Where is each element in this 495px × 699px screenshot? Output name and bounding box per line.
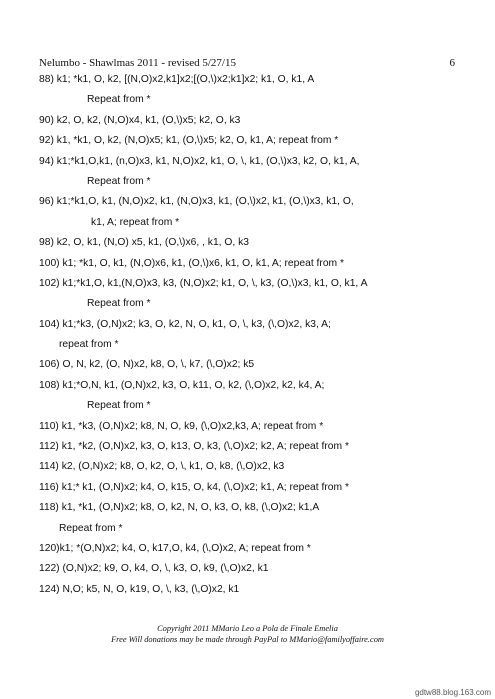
row-116: 116) k1;* k1, (O,N)x2; k4, O, k15, O, k4, (\,O)x2; k1, A; repeat from * [39, 481, 349, 493]
row-90: 90) k2, O, k2, (N,O)x4, k1, (O,\)x5; k2, O, k3 [39, 114, 241, 126]
row-114: 114) k2, (O,N)x2; k8, O, k2, O, \, k1, O, k8, (\,O)x2, k3 [39, 461, 285, 473]
row-108: 108) k1;*O,N, k1, (O,N)x2, k3, O, k11, O, k2, (\,O)x2, k2, k4, A; [39, 379, 325, 391]
row-124: 124) N,O; k5, N, O, k19, O, \, k3, (\,O)x2, k1 [39, 583, 240, 595]
blog-watermark: gdtw88.blog.163.com [414, 688, 491, 697]
page-number: 6 [449, 57, 455, 69]
row-100: 100) k1; *k1, O, k1, (N,O)x6, k1, (O,\)x6, k1, O, k1, A; repeat from * [39, 257, 345, 269]
row-122: 122) (O,N)x2; k9, O, k4, O, \, k3, O, k9, (\,O)x2, k1 [39, 563, 269, 575]
row-88: 88) k1; *k1, O, k2, [(N,O)x2,k1]x2;[(O,\)x2;k1]x2; k1, O, k1, A [39, 74, 315, 85]
document-title: Nelumbo - Shawlmas 2011 - revised 5/27/15 [39, 57, 236, 69]
row-88-repeat: Repeat from * [87, 94, 151, 106]
pattern-instructions [39, 70, 475, 600]
row-120: 120)k1; *(O,N)x2; k4, O, k17,O, k4, (\,O)x2, A; repeat from * [39, 542, 311, 554]
row-112: 112) k1, *k2, (O,N)x2, k3, O, k13, O, k3, (\,O)x2; k2, A; repeat from * [39, 441, 349, 453]
row-104: 104) k1;*k3, (O,N)x2; k3, O, k2, N, O, k1, O, \, k3, (\,O)x2, k3, A; [39, 318, 331, 330]
row-98: 98) k2, O, k1, (N,O) x5, k1, (O,\)x6, , k1, O, k3 [39, 237, 249, 249]
row-108-repeat: Repeat from * [87, 400, 151, 412]
row-104-repeat: repeat from * [59, 339, 119, 351]
page-header [39, 57, 455, 69]
row-96: 96) k1;*k1,O, k1, (N,O)x2, k1, (N,O)x3, k1, (O,\)x2, k1, (O,\)x3, k1, O, [39, 196, 354, 208]
row-92: 92) k1, *k1, O, k2, (N,O)x5; k1, (O,\)x5; k2, O, k1, A; repeat from * [39, 135, 339, 147]
row-96-continued: k1, A; repeat from * [91, 216, 180, 228]
row-94: 94) k1;*k1,O,k1, (n,O)x3, k1, N,O)x2, k1, O, \, k1, (O,\)x3, k2, O, k1, A, [39, 155, 360, 167]
row-94-repeat: Repeat from * [87, 175, 151, 187]
row-110: 110) k1, *k3, (O,N)x2; k8, N, O, k9, (\,O)x2,k3, A; repeat from * [39, 420, 324, 432]
page-footer [0, 623, 495, 645]
copyright-notice: Copyright 2011 MMario Leo a Pola de Finale Emelia [157, 624, 338, 633]
row-102-repeat: Repeat from * [87, 298, 151, 310]
row-118: 118) k1, *k1, (O,N)x2; k8, O, k2, N, O, k3, O, k8, (\,O)x2; k1,A [39, 502, 320, 514]
row-102: 102) k1;*k1,O, k1,(N,O)x3, k3, (N,O)x2; k1, O, \, k3, (O,\)x3, k1, O, k1, A [39, 277, 368, 289]
row-106: 106) O, N, k2, (O, N)x2, k8, O, \, k7, (\,O)x2; k5 [39, 359, 255, 371]
donation-notice: Free Will donations may be made through PayPal to MMario@familyoffaire.com [111, 635, 384, 644]
row-118-repeat: Repeat from * [59, 522, 123, 534]
